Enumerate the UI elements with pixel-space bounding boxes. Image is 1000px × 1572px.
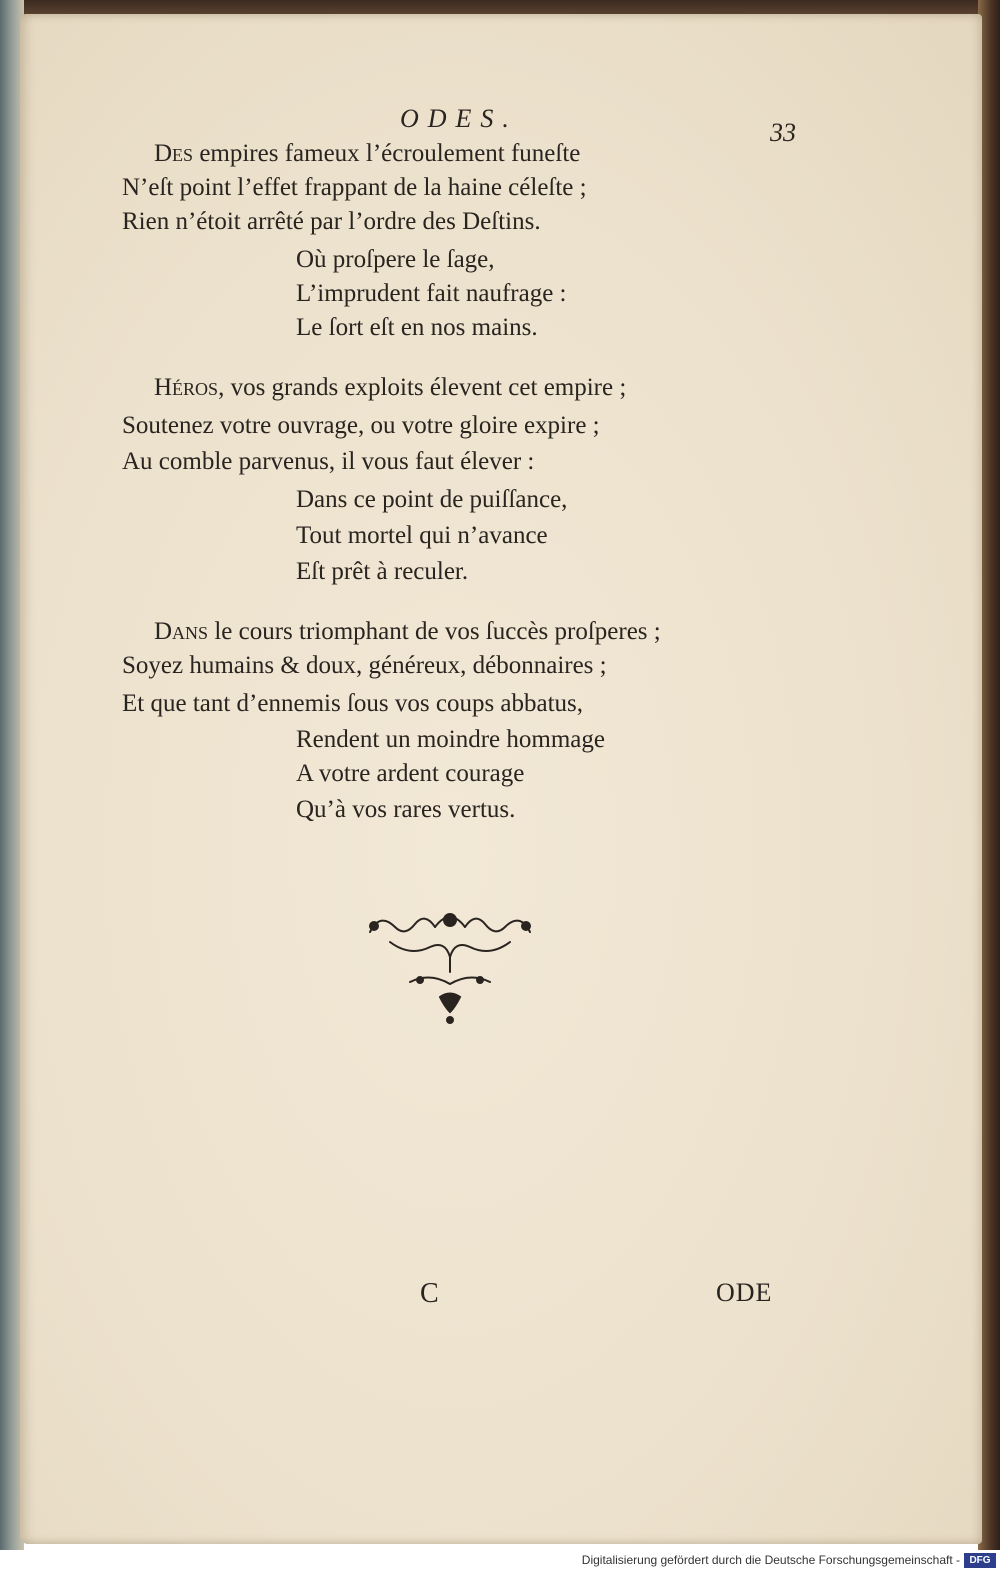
page-number: 33 <box>770 118 796 147</box>
credit-text: Digitalisierung gefördert durch die Deutsche Forschungsgemeinschaft - <box>581 1553 960 1567</box>
verse-line: Soutenez votre ouvrage, ou votre gloire expire ; <box>122 412 600 439</box>
verse-line: L’imprudent fait naufrage : <box>296 280 567 307</box>
stanza-initial: Des <box>154 140 194 167</box>
digitization-credit-bar <box>0 1550 1000 1572</box>
verse-text: empires fameux l’écroulement funeſte <box>199 140 581 167</box>
verse-line <box>154 374 626 402</box>
verse-line <box>154 618 661 646</box>
verse-line: Tout mortel qui n’avance <box>296 522 548 549</box>
dfg-logo-icon: DFG <box>964 1553 996 1568</box>
verse-line: Le ſort eſt en nos mains. <box>296 314 538 341</box>
verse-line: Dans ce point de puiſſance, <box>296 486 568 513</box>
verse-line: Au comble parvenus, il vous faut élever : <box>122 448 535 475</box>
verse-text: , vos grands exploits élevent cet empire ; <box>218 374 627 401</box>
verse-line: Où proſpere le ſage, <box>296 246 495 273</box>
stanza-initial: Héros <box>154 374 219 401</box>
verse-line: Soyez humains & doux, généreux, débonnaires ; <box>122 652 607 679</box>
verse-line: Rien n’étoit arrêté par l’ordre des Deſtins. <box>122 208 541 235</box>
verse-line: N’eſt point l’effet frappant de la haine céleſte ; <box>122 174 587 201</box>
verse-text: le cours triomphant de vos ſuccès proſperes ; <box>214 618 661 645</box>
fleuron-ornament-icon <box>360 902 540 1032</box>
verse-line: Qu’à vos rares vertus. <box>296 796 516 823</box>
verse-line <box>154 140 580 168</box>
verse-line: Rendent un moindre hommage <box>296 726 605 753</box>
running-head: ODES. <box>400 104 518 133</box>
verse-line: Et que tant d’ennemis ſous vos coups abbatus, <box>122 690 584 717</box>
catchword: ODE <box>716 1278 773 1307</box>
verse-line: A votre ardent courage <box>296 760 525 787</box>
verse-line: Eſt prêt à reculer. <box>296 558 469 585</box>
stanza-initial: Dans <box>154 618 209 645</box>
signature-mark: C <box>420 1278 439 1309</box>
